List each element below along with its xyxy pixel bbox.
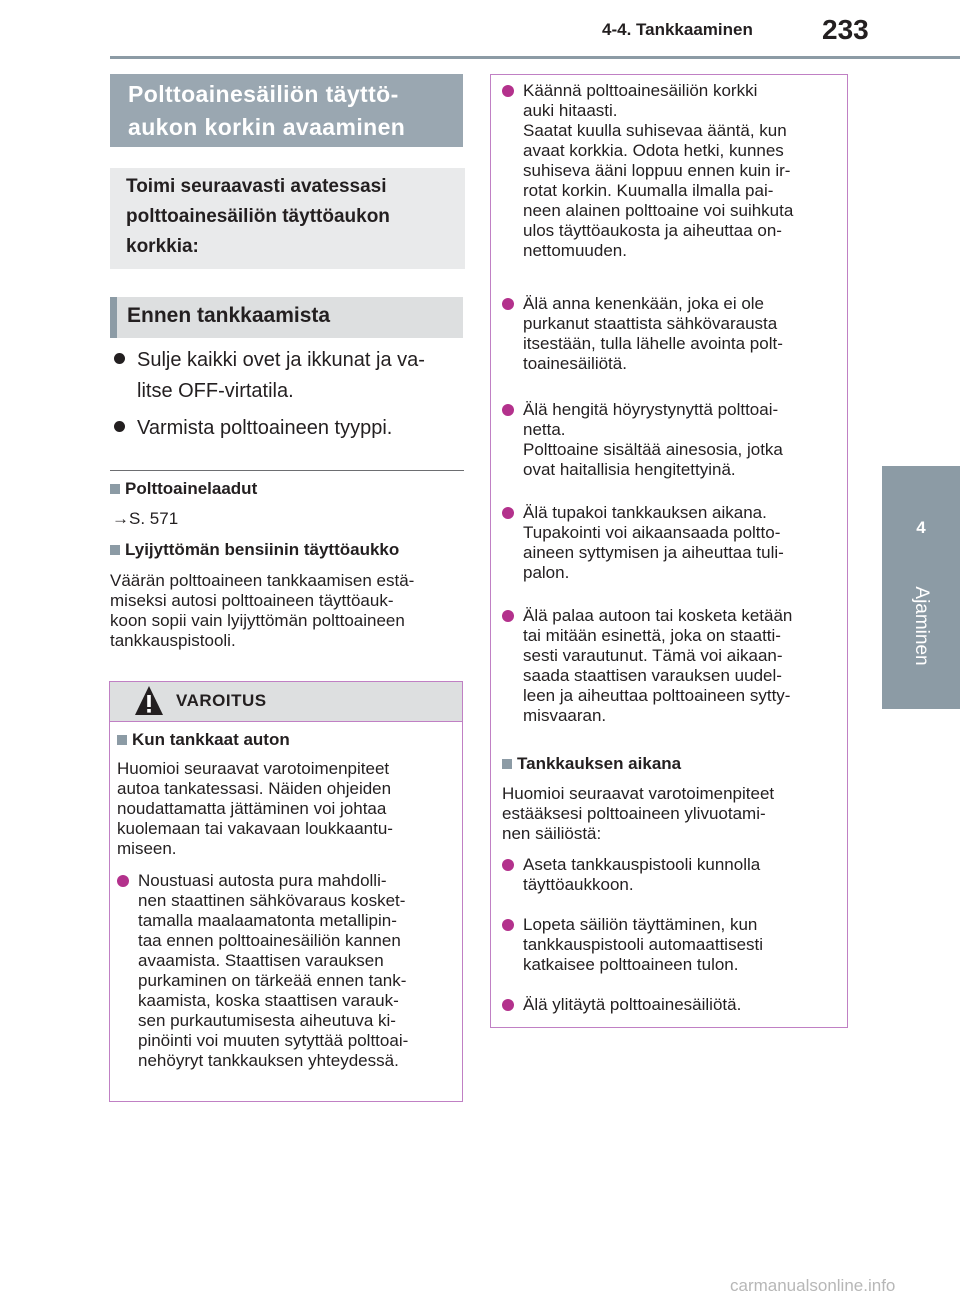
- divider: [110, 470, 464, 471]
- warning-list-item: Älä palaa autoon tai kosketa ketään tai mitään esinettä, joka on staatti- sesti varautunut. Tämä voi aikaan- saada staattisen varauksen uudel- leen ja aiheuttaa polttoaineen sytty- misvaaran.: [502, 606, 842, 726]
- square-bullet-icon: [110, 484, 120, 494]
- watermark: carmanualsonline.info: [730, 1276, 896, 1295]
- warning-list-item: Aseta tankkauspistooli kunnolla täyttöaukkoon.: [502, 855, 842, 895]
- warning-subtitle: Tankkauksen aikana: [502, 754, 681, 774]
- bullet-icon: [502, 859, 514, 871]
- warning-list-item: Käännä polttoainesäiliön korkki auki hitaasti. Saatat kuulla suhisevaa ääntä, kun avaat korkkia. Odota hetki, kunnes suhiseva ääni loppuu ennen kuin ir- rotat korkin. Kuumalla ilmalla pai- neen alainen polttoaine voi suihkuta ulos täyttöaukosta ja aiheuttaa on- nettomuuden.: [502, 81, 842, 261]
- warning-list-item: Lopeta säiliön täyttäminen, kun tankkauspistooli automaattisesti katkaisee polttoaineen tulon.: [502, 915, 842, 975]
- warning-box: [109, 681, 463, 1102]
- list-item-text: Sulje kaikki ovet ja ikkunat ja va-: [137, 349, 425, 371]
- warning-header: [110, 682, 462, 722]
- chapter-number: 4: [916, 518, 926, 537]
- intro-line: korkkia:: [126, 236, 199, 257]
- header-rule: [110, 56, 960, 59]
- bullet-icon: [502, 298, 514, 310]
- bullet-icon: [502, 404, 514, 416]
- warning-subtitle: Kun tankkaat auton: [117, 730, 290, 750]
- subsection-header: Ennen tankkaamista: [110, 297, 463, 338]
- note-body: Väärän polttoaineen tankkaamisen estä- miseksi autosi polttoaineen täyttöauk- koon sopii vain lyijyttömän polttoaineen tankkauspistooli.: [110, 571, 415, 650]
- list-item-text: Varmista polttoaineen tyyppi.: [137, 417, 393, 439]
- bullet-icon: [114, 421, 125, 432]
- warning-list-item: Älä anna kenenkään, joka ei ole purkanut staattista sähkövarausta itsestään, tulla lähelle avointa polt- toainesäiliötä.: [502, 294, 842, 374]
- bullet-icon: [502, 919, 514, 931]
- arrow-right-icon: →: [112, 509, 129, 528]
- warning-list-item: Noustuasi autosta pura mahdolli- nen staattinen sähkövaraus kosket- tamalla maalaamatonta metallipin- taa ennen polttoainesäiliön kannen avaamista. Staattisen varauksen purkaminen on tärkeää ennen tank- kaamista, koska staattisen varauk- sen purkautumisesta aiheutuva ki- pinöinti voi muuten sytyttää polttoai- nehöyryt tankkauksen yhteydessä.: [117, 871, 462, 1071]
- page-number: 233: [822, 14, 869, 45]
- section-title-line: Polttoainesäiliön täyttö-: [128, 81, 399, 107]
- square-bullet-icon: [117, 735, 127, 745]
- intro-line: Toimi seuraavasti avatessasi: [126, 176, 387, 197]
- section-title: [110, 74, 463, 147]
- warning-box-continued: [490, 74, 848, 1028]
- warning-list-item: Älä hengitä höyrystynyttä polttoai- netta. Polttoaine sisältää ainesosia, jotka ovat haitallisia hengitettyinä.: [502, 400, 842, 480]
- warning-triangle-icon: [134, 685, 164, 716]
- square-bullet-icon: [110, 545, 120, 555]
- chapter-title: Ajaminen: [911, 586, 932, 666]
- bullet-icon: [117, 875, 129, 887]
- page-reference-link[interactable]: →S. 571: [112, 509, 179, 528]
- list-item-text: litse OFF-virtatila.: [137, 380, 294, 402]
- list-item: [114, 413, 464, 444]
- warning-intro: Huomioi seuraavat varotoimenpiteet estääksesi polttoaineen ylivuotami- nen säiliöstä:: [502, 784, 775, 843]
- bullet-icon: [502, 507, 514, 519]
- header-section-title: 4-4. Tankkaaminen: [602, 20, 753, 39]
- note-heading: Lyijyttömän bensiinin täyttöaukko: [110, 540, 399, 560]
- list-item: [114, 345, 464, 407]
- chapter-side-tab[interactable]: [882, 466, 960, 709]
- warning-label: VAROITUS: [176, 691, 267, 710]
- intro-box: [110, 168, 465, 269]
- square-bullet-icon: [502, 759, 512, 769]
- intro-line: polttoainesäiliön täyttöaukon: [126, 206, 390, 227]
- note-heading: Polttoainelaadut: [110, 479, 257, 499]
- warning-intro: Huomioi seuraavat varotoimenpiteet autoa tankatessasi. Näiden ohjeiden noudattamatta jättäminen voi johtaa kuolemaan tai vakavaan loukkaantu- miseen.: [117, 759, 393, 858]
- warning-list-item: Älä tupakoi tankkauksen aikana. Tupakointi voi aikaansaada poltto- aineen syttymisen ja aiheuttaa tuli- palon.: [502, 503, 842, 583]
- bullet-icon: [502, 85, 514, 97]
- warning-list-item: Älä ylitäytä polttoainesäiliötä.: [502, 995, 842, 1015]
- bullet-icon: [502, 999, 514, 1011]
- bullet-icon: [114, 353, 125, 364]
- bullet-icon: [502, 610, 514, 622]
- section-title-line: aukon korkin avaaminen: [128, 114, 406, 140]
